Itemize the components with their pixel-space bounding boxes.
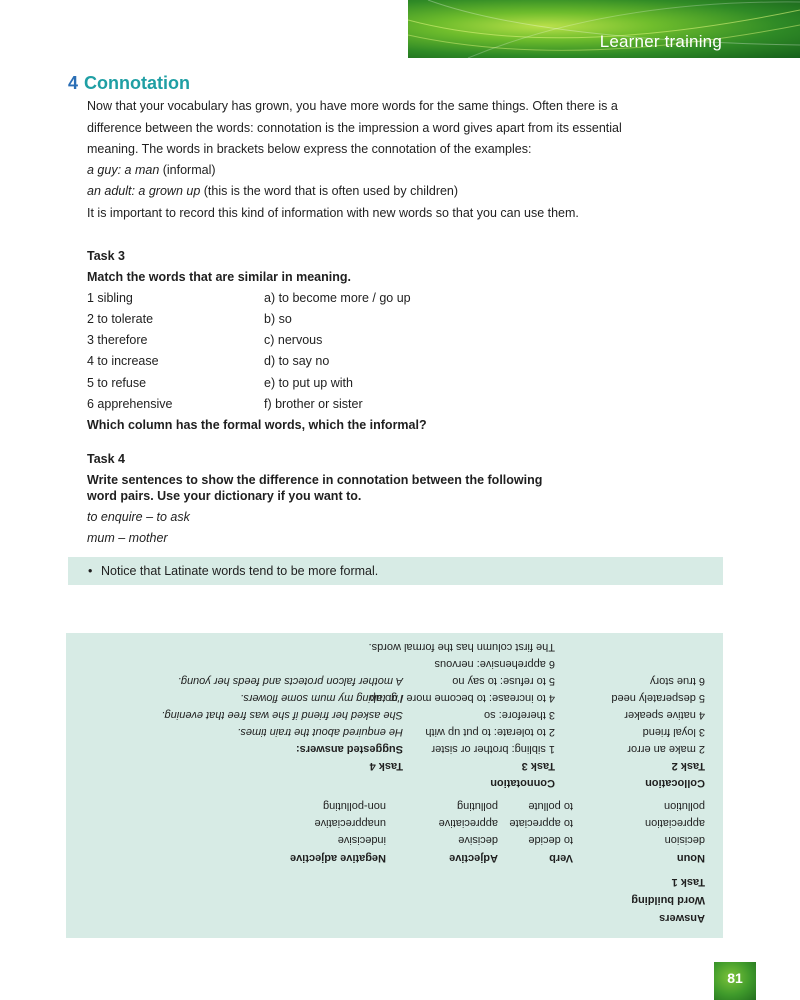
task2-item-6: 6 true story	[649, 675, 705, 687]
example-1-term: a guy: a man	[87, 163, 160, 177]
section-number: 4	[68, 73, 79, 93]
row3-noun: pollution	[664, 800, 705, 812]
header-verb: Verb	[549, 852, 573, 864]
section-title: Connotation	[84, 73, 190, 93]
page-number: 81	[727, 970, 743, 986]
task3-left-6: 6 apprehensive	[87, 397, 173, 411]
task3-answer-2: 2 to tolerate: to put up with	[425, 726, 555, 738]
row3-negative: non-polluting	[323, 800, 386, 812]
row3-adjective: polluting	[457, 800, 498, 812]
row1-negative: indecisive	[337, 834, 386, 846]
header-negative-adjective: Negative adjective	[290, 852, 386, 864]
example-2	[87, 183, 458, 199]
answers-panel	[66, 633, 723, 938]
section-heading	[68, 73, 190, 94]
task2-item-4: 4 native speaker	[624, 709, 705, 721]
task3-right-a: a) to become more / go up	[264, 291, 411, 305]
task4-pair-2: mum – mother	[87, 531, 168, 545]
task4-answer-3: I'm taking my mum some flowers.	[240, 692, 403, 704]
task4-answer-1: He enquired about the train times.	[237, 726, 403, 738]
row1-adjective: decisive	[458, 834, 498, 846]
task3-right-d: d) to say no	[264, 354, 330, 368]
header-adjective: Adjective	[449, 852, 498, 864]
task2-item-5: 5 desperately need	[611, 692, 705, 704]
row1-noun: decision	[664, 834, 705, 846]
row2-verb: to appreciate	[509, 817, 573, 829]
task3-left-4: 4 to increase	[87, 354, 159, 368]
task4-suggested-label: Suggested answers:	[296, 743, 403, 755]
task3-answer-note: The first column has the formal words.	[368, 641, 555, 653]
header-noun: Noun	[676, 852, 705, 864]
task3-question: Which column has the formal words, which the informal?	[87, 418, 427, 432]
task3-right-c: c) nervous	[264, 333, 323, 347]
example-1-note: (informal)	[159, 163, 216, 177]
intro-line-2: difference between the words: connotation is the impression a word gives apart from its essential	[87, 121, 622, 135]
page-number-tab	[714, 962, 756, 1000]
tip-box	[68, 557, 723, 585]
intro-line-1: Now that your vocabulary has grown, you have more words for the same things. Often there is a	[87, 99, 618, 113]
example-1	[87, 162, 216, 178]
answers-rotated-content	[66, 633, 723, 938]
intro-line-end: It is important to record this kind of information with new words so that you can use them.	[87, 206, 579, 220]
task3-heading: Task 3	[87, 249, 125, 263]
task3-right-e: e) to put up with	[264, 376, 353, 390]
row2-negative: unappreciative	[314, 817, 386, 829]
task4-instruction-1: Write sentences to show the difference in connotation between the following	[87, 473, 543, 487]
row2-adjective: appreciative	[438, 817, 498, 829]
task3-answer-4: 4 to increase: to become more / go up	[369, 692, 555, 704]
task3-answer-6: 6 apprehensive: nervous	[434, 658, 555, 670]
word-building-title: Word building	[631, 894, 705, 906]
task2-item-2: 2 make an error	[627, 743, 705, 755]
task3-answer-1: 1 sibling: brother or sister	[431, 743, 555, 755]
answers-title: Answers	[659, 912, 705, 924]
task4-answer-label: Task 4	[369, 760, 403, 772]
row2-noun: appreciation	[645, 817, 705, 829]
task2-item-3: 3 loyal friend	[642, 726, 705, 738]
header-banner	[408, 0, 800, 58]
connotation-title: Connotation	[490, 777, 555, 789]
tip-text: Notice that Latinate words tend to be more formal.	[101, 564, 379, 578]
task3-right-f: f) brother or sister	[264, 397, 363, 411]
task3-left-3: 3 therefore	[87, 333, 148, 347]
task3-right-b: b) so	[264, 312, 292, 326]
task3-answer-5: 5 to refuse: to say no	[452, 675, 555, 687]
task1-label: Task 1	[671, 876, 705, 888]
task3-left-5: 5 to refuse	[87, 376, 147, 390]
example-2-note: (this is the word that is often used by children)	[200, 184, 459, 198]
task3-answer-3: 3 therefore: so	[484, 709, 555, 721]
task3-answer-label: Task 3	[521, 760, 555, 772]
banner-title: Learner training	[599, 32, 722, 51]
collocation-title: Collocation	[645, 777, 705, 789]
task3-left-2: 2 to tolerate	[87, 312, 154, 326]
task4-pair-1: to enquire – to ask	[87, 510, 190, 524]
task3-instruction: Match the words that are similar in meaning.	[87, 270, 351, 284]
task4-instruction-2: word pairs. Use your dictionary if you want to.	[87, 489, 362, 503]
row1-verb: to decide	[528, 834, 573, 846]
row3-verb: to pollute	[528, 800, 573, 812]
intro-line-3: meaning. The words in brackets below express the connotation of the examples:	[87, 142, 532, 156]
example-2-term: an adult: a grown up	[87, 184, 201, 198]
task2-label: Task 2	[671, 760, 705, 772]
bullet-icon: •	[88, 564, 93, 578]
task4-heading: Task 4	[87, 452, 125, 466]
task4-answer-2: She asked her friend if she was free that evening.	[161, 709, 403, 721]
task4-answer-4: A mother falcon protects and feeds her young.	[177, 675, 403, 687]
task3-left-1: 1 sibling	[87, 291, 133, 305]
